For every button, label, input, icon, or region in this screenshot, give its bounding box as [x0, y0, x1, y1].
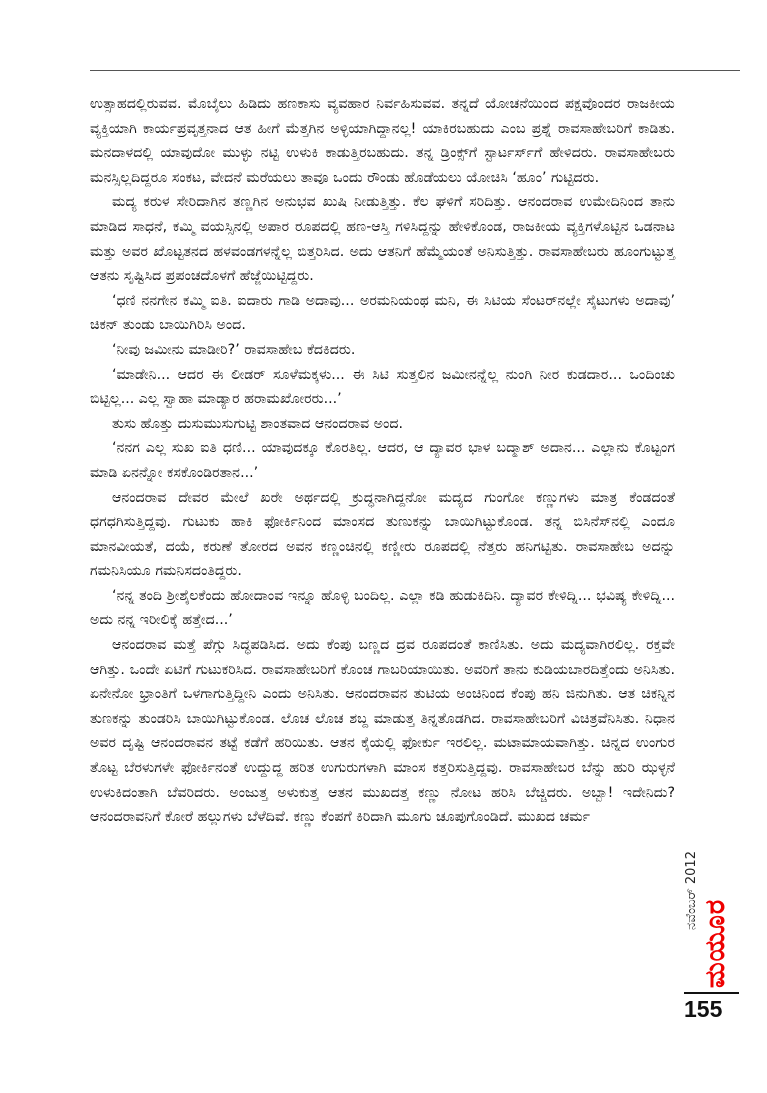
paragraph-6: ತುಸು ಹೊತ್ತು ದುಸುಮುಸುಗುಟ್ಟಿ ಶಾಂತವಾದ ಆನಂದರಾವ ಅಂದ. — [112, 415, 404, 432]
paragraph-4: ‘ನೀವು ಜಮೀನು ಮಾಡೀರಿ?’ ರಾವಸಾಹೇಬ ಕೆದಕಿದರು. — [112, 341, 356, 358]
article-body — [90, 92, 675, 830]
paragraph-5: ‘ಮಾಡೇನಿ... ಆದರ ಈ ಲೀಡರ್ ಸೂಳೆಮಕ್ಕಳು... ಈ ಸಿಟಿ ಸುತ್ತಲಿನ ಜಮೀನನ್ನೆಲ್ಲ ನುಂಗಿ ನೀರ ಕುಡದಾರ... ಒಂದಿಂಚು ಬಿಟ್ಟಿಲ್ಲ... ಎಲ್ಲ ಸ್ವಾಹಾ ಮಾಡ್ಯಾರ ಹರಾಮಖೋರರು...’ — [90, 366, 675, 408]
paragraph-8: ಆನಂದರಾವ ದೇವರ ಮೇಲೆ ಖರೇ ಅರ್ಥದಲ್ಲಿ ಕ್ರುದ್ಧನಾಗಿದ್ದನೋ ಮದ್ಯದ ಗುಂಗೋ ಕಣ್ಣುಗಳು ಮಾತ್ರ ಕೆಂಡದಂತೆ ಧಗಧಗಿಸುತ್ತಿದ್ದವು. ಗುಟುಕು ಹಾಕಿ ಫೋರ್ಕಿನಿಂದ ಮಾಂಸದ ತುಣುಕನ್ನು ಬಾಯಿಗಿಟ್ಟುಕೊಂಡ. ತನ್ನ ಬಿಸಿನೆಸ್‌ನಲ್ಲಿ ಎಂದೂ ಮಾನವೀಯತೆ, ದಯೆ, ಕರುಣೆ ತೋರದ ಅವನ ಕಣ್ಣಂಚಿನಲ್ಲಿ ಕಣ್ಣೀರು ರೂಪದಲ್ಲಿ ನೆತ್ತರು ಹನಿಗಟ್ಟಿತು. ರಾವಸಾಹೇಬ ಅದನ್ನು ಗಮನಿಸಿಯೂ ಗಮನಿಸದಂತಿದ್ದರು. — [90, 489, 675, 580]
paragraph-2: ಮದ್ಯ ಕರುಳ ಸೇರಿದಾಗಿನ ತಣ್ಣಗಿನ ಅನುಭವ ಖುಷಿ ನೀಡುತ್ತಿತ್ತು. ಕೆಲ ಘಳಿಗೆ ಸರಿದಿತ್ತು. ಆನಂದರಾವ ಉಮೇದಿನಿಂದ ತಾನು ಮಾಡಿದ ಸಾಧನೆ, ಕಮ್ಮಿ ವಯಸ್ಸಿನಲ್ಲಿ ಅಪಾರ ರೂಪದಲ್ಲಿ ಹಣ-ಆಸ್ತಿ ಗಳಿಸಿದ್ದನ್ನು ಹೇಳಿಕೊಂಡ, ರಾಜಕೀಯ ವ್ಯಕ್ತಿಗಳೊಟ್ಟಿನ ಒಡನಾಟ ಮತ್ತು ಅವರ ಖೊಟ್ಟತನದ ಹಳವಂಡಗಳನ್ನೆಲ್ಲ ಬಿತ್ತರಿಸಿದ. ಅದು ಆತನಿಗೆ ಹೆಮ್ಮೆಯಂತೆ ಅನಿಸುತ್ತಿತ್ತು. ರಾವಸಾಹೇಬರು ಹೂಂಗುಟ್ಟುತ್ತ ಆತನು ಸೃಷ್ಟಿಸಿದ ಪ್ರಪಂಚದೊಳಗೆ ಹೆಜ್ಜೆಯಿಟ್ಟಿದ್ದರು. — [90, 194, 675, 285]
paragraph-1: ಉತ್ಸಾಹದಲ್ಲಿರುವವ. ಮೊಬೈಲು ಹಿಡಿದು ಹಣಕಾಸು ವ್ಯವಹಾರ ನಿರ್ವಹಿಸುವವ. ತನ್ನದೆ ಯೋಚನೆಯಿಂದ ಪಕ್ಷವೊಂದರ ರಾಜಕೀಯ ವ್ಯಕ್ತಿಯಾಗಿ ಕಾರ್ಯಪ್ರವೃತ್ತನಾದ ಆತ ಹೀಗೆ ಮೆತ್ತಗಿನ ಅಳ್ಳಿಯಾಗಿದ್ದಾನಲ್ಲ! ಯಾಕಿರಬಹುದು ಎಂಬ ಪ್ರಶ್ನೆ ರಾವಸಾಹೇಬರಿಗೆ ಕಾಡಿತು. ಮನದಾಳದಲ್ಲಿ ಯಾವುದೋ ಮುಳ್ಳು ನಟ್ಟಿ ಉಳುಕಿ ಕಾಡುತ್ತಿರಬಹುದು. ತನ್ನ ಡ್ರಿಂಕ್ಸ್‌ಗೆ ಸ್ಟಾರ್ಟರ್ಸ್‌ಗೆ ಹೇಳಿದರು. ರಾವಸಾಹೇಬರು ಮನಸ್ಸಿಲ್ಲದಿದ್ದರೂ ಸಂಕಟ, ವೇದನೆ ಮರೆಯಲು ತಾವೂ ಒಂದು ರೌಂಡು ಹೊಡೆಯಲು ಯೋಚಿಸಿ ‘ಹೂಂ’ ಗುಟ್ಟಿದರು. — [90, 96, 675, 186]
magazine-logo: ಮಯೂರ — [700, 898, 731, 988]
paragraph-9: ‘ನನ್ನ ತಂದಿ ಶ್ರೀಶೈಲಕೆಂದು ಹೋದಾಂವ ಇನ್ನೂ ಹೊಳ್ಳಿ ಬಂದಿಲ್ಲ. ಎಲ್ಲಾ ಕಡಿ ಹುಡುಕಿದಿನಿ. ದ್ಯಾವರ ಕೇಳಿದ್ನಿ... ಭವಿಷ್ಯ ಕೇಳಿದ್ನಿ... ಅದು ನನ್ನ ಇರೀಲಿಕ್ಕೆ ಹತ್ತೇದ...’ — [90, 587, 675, 629]
page-number-rule — [684, 992, 739, 994]
top-rule — [90, 70, 740, 71]
paragraph-3: ‘ಧಣಿ ನನಗೇನ ಕಮ್ಮಿ ಐತಿ. ಐದಾರು ಗಾಡಿ ಅದಾವು... ಅರಮನಿಯಂಥ ಮನಿ, ಈ ಸಿಟಿಯ ಸೆಂಟರ್‌ನಲ್ಲೇ ಸೈಟುಗಳು ಅದಾವು’ ಚಿಕನ್ ತುಂಡು ಬಾಯಿಗಿರಿಸಿ ಅಂದ. — [90, 292, 675, 334]
paragraph-10: ಆನಂದರಾವ ಮತ್ತೆ ಪೆಗ್ಗು ಸಿದ್ಧಪಡಿಸಿದ. ಅದು ಕೆಂಪು ಬಣ್ಣದ ದ್ರವ ರೂಪದಂತೆ ಕಾಣಿಸಿತು. ಅದು ಮದ್ಯವಾಗಿರಲಿಲ್ಲ. ರಕ್ತವೇ ಆಗಿತ್ತು. ಒಂದೇ ಏಟಿಗೆ ಗುಟುಕರಿಸಿದ. ರಾವಸಾಹೇಬರಿಗೆ ಕೊಂಚ ಗಾಬರಿಯಾಯಿತು. ಅವರಿಗೆ ತಾನು ಕುಡಿಯಬಾರದಿತ್ತೆಂದು ಅನಿಸಿತು. ಏನೇನೋ ಭ್ರಾಂತಿಗೆ ಒಳಗಾಗುತ್ತಿದ್ದೀನಿ ಎಂದು ಅನಿಸಿತು. ಆನಂದರಾವನ ತುಟಿಯ ಅಂಚಿನಿಂದ ಕೆಂಪು ಹನಿ ಜಿನುಗಿತು. ಆತ ಚಿಕನ್ನಿನ ತುಣಕನ್ನು ತುಂಡರಿಸಿ ಬಾಯಿಗಿಟ್ಟುಕೊಂಡ. ಲೊಚ ಲೊಚ ಶಬ್ದ ಮಾಡುತ್ತ ತಿನ್ನತೊಡಗಿದ. ರಾವಸಾಹೇಬರಿಗೆ ವಿಚಿತ್ರವೆನಿಸಿತು. ನಿಧಾನ ಅವರ ದೃಷ್ಟಿ ಆನಂದರಾವನ ತಟ್ಟೆ ಕಡೆಗೆ ಹರಿಯಿತು. ಆತನ ಕೈಯಲ್ಲಿ ಫೋರ್ಕು ಇರಲಿಲ್ಲ. ಮಟಾಮಾಯವಾಗಿತ್ತು. ಚಿನ್ನದ ಉಂಗುರ ತೊಟ್ಟ ಬೆರಳುಗಳೇ ಫೋರ್ಕಿನಂತೆ ಉದ್ದುದ್ದ ಹರಿತ ಉಗುರುಗಳಾಗಿ ಮಾಂಸ ಕತ್ತರಿಸುತ್ತಿದ್ದವು. ರಾವಸಾಹೇಬರ ಬೆನ್ನು ಹುರಿ ಝಳ್ಳನೆ ಉಳುಕಿದಂತಾಗಿ ಬೆವರಿದರು. ಅಂಜುತ್ತ ಅಳುಕುತ್ತ ಆತನ ಮುಖದತ್ತ ಕಣ್ಣು ನೋಟ ಹರಿಸಿ ಬೆಚ್ಚಿದರು. ಅಬ್ಬಾ! ಇದೇನಿದು? ಆನಂದರಾವನಿಗೆ ಕೋರೆ ಹಲ್ಲುಗಳು ಬೆಳೆದಿವೆ. ಕಣ್ಣು ಕೆಂಪಗೆ ಕಿರಿದಾಗಿ ಮೂಗು ಚೂಪುಗೊಂಡಿದೆ. ಮುಖದ ಚರ್ಮ — [90, 637, 675, 826]
side-caption — [684, 820, 731, 990]
issue-date: ನವೆಂಬರ್ 2012 — [684, 851, 699, 930]
page-number: 155 — [684, 996, 723, 1022]
paragraph-7: ‘ನನಗ ಎಲ್ಲ ಸುಖ ಐತಿ ಧಣಿ... ಯಾವುದಕ್ಕೂ ಕೊರತಿಲ್ಲ. ಆದರ, ಆ ದ್ಯಾವರ ಭಾಳ ಬದ್ಮಾಶ್ ಅದಾನ... ಎಲ್ಲಾನು ಕೊಟ್ಟಂಗ ಮಾಡಿ ಏನನ್ನೋ ಕಸಕೊಂಡಿರತಾನ...’ — [90, 440, 675, 481]
